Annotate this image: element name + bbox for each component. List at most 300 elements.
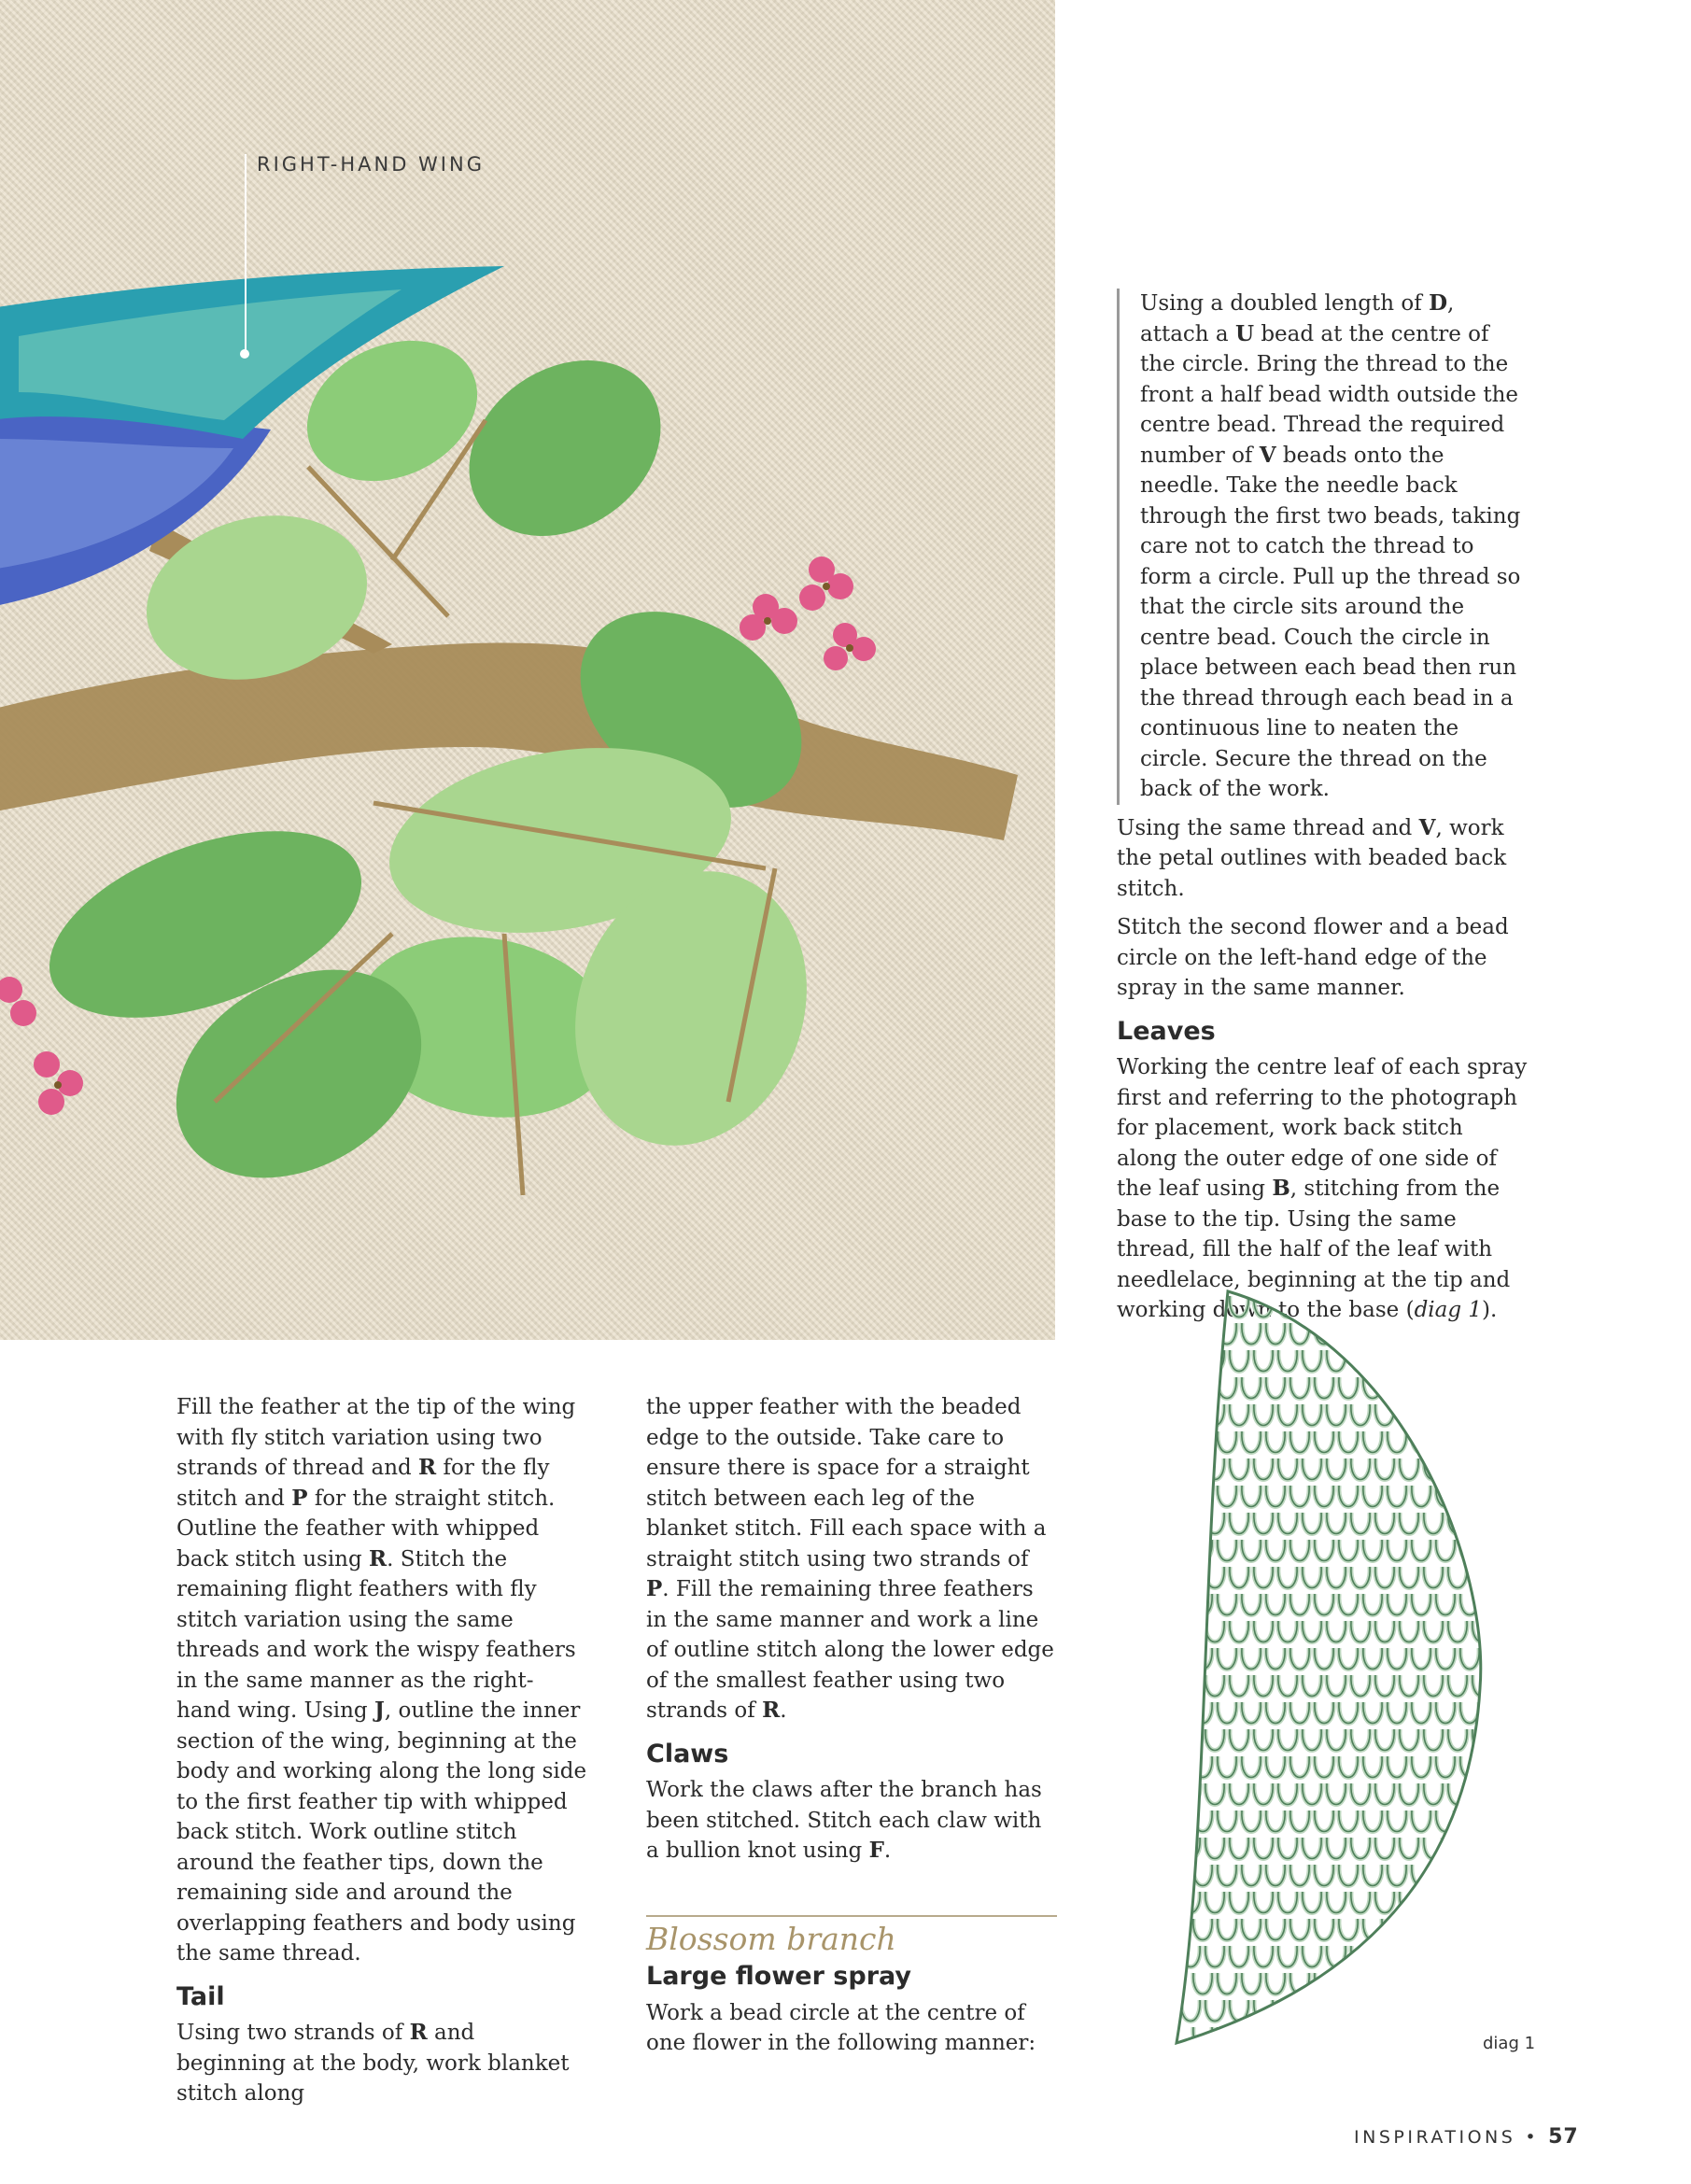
- diagram-loop: [1193, 1377, 1212, 1399]
- diagram-loop: [1218, 1811, 1236, 1832]
- diagram-loop: [1363, 1865, 1382, 1886]
- diagram-loop: [1436, 1919, 1455, 1940]
- left-text-column: [176, 1392, 587, 2118]
- diagram-loop: [1412, 1648, 1430, 1670]
- diagram-loop: [1339, 2027, 1358, 2049]
- diagram-loop: [1254, 1621, 1273, 1642]
- diagram-loop: [1412, 1377, 1430, 1399]
- diagram-loop: [1448, 1946, 1467, 1967]
- petal-outline-paragraph: Using the same thread and V, work the petal outlines with beaded back stitch.: [1117, 814, 1507, 901]
- diagram-loop: [1266, 1594, 1285, 1615]
- diagram-loop: [1278, 1892, 1297, 1913]
- diagram-loop: [1351, 1675, 1370, 1697]
- diagram-loop: [1412, 1973, 1430, 1994]
- diagram-loop: [1205, 1783, 1224, 1805]
- diagram-loop: [1388, 1919, 1406, 1940]
- diagram-loop: [1473, 1350, 1491, 1372]
- diagram-loop: [1448, 1567, 1467, 1588]
- diagram-loop: [1290, 1702, 1309, 1724]
- diagram-loop: [1315, 1973, 1333, 1994]
- diagram-loop: [1460, 1431, 1479, 1453]
- diagram-loop: [1218, 1865, 1236, 1886]
- diagram-loop: [1424, 1783, 1443, 1805]
- diagram-loop: [1290, 1756, 1309, 1778]
- diagram-loop: [1205, 2000, 1224, 2022]
- diagram-label: diag 1: [1483, 2034, 1536, 2053]
- diagram-loop: [1485, 1594, 1494, 1615]
- diagram-loop: [1254, 1838, 1273, 1859]
- diagram-loop: [1327, 1404, 1346, 1426]
- diagram-loop: [1460, 1323, 1479, 1345]
- diagram-loop: [1315, 1540, 1333, 1561]
- diagram-loop: [1436, 1756, 1455, 1778]
- diagram-loop: [1181, 1621, 1200, 1642]
- diagram-loop: [1363, 1323, 1382, 1345]
- diagram-loop: [1254, 1946, 1273, 1967]
- diagram-loop: [1375, 1946, 1394, 1967]
- diagram-loop: [1351, 2000, 1370, 2022]
- diagram-loop: [1339, 1973, 1358, 1994]
- diagram-loop: [1473, 1567, 1491, 1588]
- diagram-loop: [1193, 1431, 1212, 1453]
- diagram-loop: [1400, 1350, 1418, 1372]
- diagram-loop: [1278, 1783, 1297, 1805]
- diagram-loop: [1473, 1458, 1491, 1480]
- diagram-loop: [1218, 1973, 1236, 1994]
- diagram-loop: [1303, 1838, 1321, 1859]
- diagram-loop: [1473, 1946, 1491, 1967]
- diagram-loop: [1351, 1458, 1370, 1480]
- diagram-loop: [1448, 1458, 1467, 1480]
- diagram-loop: [1254, 1729, 1273, 1751]
- diagram-loop: [1388, 1865, 1406, 1886]
- photo-label: RIGHT-HAND WING: [257, 153, 485, 176]
- diagram-loop: [1242, 1973, 1261, 1994]
- diagram-loop: [1388, 1377, 1406, 1399]
- diagram-loop: [1230, 1838, 1248, 1859]
- diagram-loop: [1485, 1865, 1494, 1886]
- diagram-loop: [1193, 1377, 1212, 1399]
- diagram-loop: [1315, 1811, 1333, 1832]
- diagram-loop: [1375, 1729, 1394, 1751]
- diagram-loop: [1400, 1567, 1418, 1588]
- diagram-loop: [1400, 1296, 1418, 1317]
- diagram-loop: [1460, 1865, 1479, 1886]
- diagram-loop: [1400, 1729, 1418, 1751]
- diagram-loop: [1230, 1296, 1248, 1317]
- diagram-loop: [1424, 1404, 1443, 1426]
- diagram-loop: [1400, 1675, 1418, 1697]
- diagram-loop: [1242, 2027, 1261, 2049]
- diagram-loop: [1254, 1783, 1273, 1805]
- diagram-loop: [1388, 1594, 1406, 1615]
- diagram-loop: [1485, 1811, 1494, 1832]
- diagram-loop: [1388, 1323, 1406, 1345]
- diagram-loop: [1473, 1892, 1491, 1913]
- diagram-loop: [1193, 1431, 1212, 1453]
- diagram-loop: [1424, 1892, 1443, 1913]
- diagram-loop: [1351, 1296, 1370, 1317]
- diagram-loop: [1303, 1458, 1321, 1480]
- diagram-loop: [1460, 1811, 1479, 1832]
- diagram-loop: [1460, 1648, 1479, 1670]
- diagram-loop: [1181, 1567, 1200, 1588]
- diagram-loop: [1205, 1892, 1224, 1913]
- diagram-loop: [1339, 1702, 1358, 1724]
- diagram-loop: [1218, 1540, 1236, 1561]
- section-divider: [646, 1915, 1057, 1917]
- diagram-loop: [1218, 2027, 1236, 2049]
- diagram-loop: [1327, 1513, 1346, 1534]
- diagram-loop: [1193, 1323, 1212, 1345]
- diagram-loop: [1230, 1783, 1248, 1805]
- diagram-loop: [1412, 1811, 1430, 1832]
- diagram-loops: [1181, 1296, 1494, 2049]
- diagram-loop: [1436, 1648, 1455, 1670]
- diagram-loop: [1327, 1458, 1346, 1480]
- diagram-loop: [1388, 1377, 1406, 1399]
- heading-claws: Claws: [646, 1739, 729, 1768]
- diagram-loop: [1290, 1486, 1309, 1507]
- diagram-loop: [1218, 1702, 1236, 1724]
- diagram-loop: [1363, 1756, 1382, 1778]
- diagram-loop: [1205, 1296, 1224, 1317]
- diagram-loop: [1412, 1377, 1430, 1399]
- diagram-loop: [1400, 1404, 1418, 1426]
- diagram-loop: [1473, 1838, 1491, 1859]
- diagram-loop: [1181, 1946, 1200, 1967]
- diagram-loop: [1436, 1323, 1455, 1345]
- diagram-loop: [1193, 1648, 1212, 1670]
- diagram-loop: [1388, 1973, 1406, 1994]
- diagram-loop: [1363, 1431, 1382, 1453]
- diagram-loop: [1424, 1513, 1443, 1534]
- diagram-loop: [1339, 1756, 1358, 1778]
- diagram-loop: [1473, 2000, 1491, 2022]
- bead-circle-instructions: [1117, 289, 1528, 805]
- diagram-loop: [1485, 1919, 1494, 1940]
- diagram-loop: [1485, 1919, 1494, 1940]
- diagram-loop: [1424, 2000, 1443, 2022]
- diagram-loop: [1278, 1946, 1297, 1967]
- diagram-loop: [1436, 1973, 1455, 1994]
- diagram-loop: [1388, 2027, 1406, 2049]
- diagram-loop: [1254, 1892, 1273, 1913]
- diagram-loop: [1485, 1594, 1494, 1615]
- diagram-loop: [1485, 1973, 1494, 1994]
- diagram-loop: [1375, 1621, 1394, 1642]
- diagram-loop: [1266, 1756, 1285, 1778]
- embroidery-illustration: [0, 0, 1055, 1340]
- diagram-loop: [1485, 1973, 1494, 1994]
- diagram-loop: [1327, 1296, 1346, 1317]
- diagram-loop: [1266, 1431, 1285, 1453]
- diagram-loop: [1339, 1377, 1358, 1399]
- diagram-loop: [1266, 2027, 1285, 2049]
- diagram-loop: [1254, 1404, 1273, 1426]
- diagram-loop: [1460, 1973, 1479, 1994]
- diagram-loop: [1315, 2027, 1333, 2049]
- diagram-loop: [1436, 1919, 1455, 1940]
- diagram-loop: [1290, 2027, 1309, 2049]
- diagram-loop: [1473, 1404, 1491, 1426]
- footer-separator: •: [1525, 2127, 1540, 2148]
- diagram-loop: [1327, 1296, 1346, 1317]
- diagram-loop: [1375, 1675, 1394, 1697]
- diagram-loop: [1351, 1838, 1370, 1859]
- diagram-loop: [1193, 1811, 1212, 1832]
- diagram-loop: [1460, 2027, 1479, 2049]
- diagram-loop: [1218, 2027, 1236, 2049]
- diagram-loop: [1181, 1783, 1200, 1805]
- diagram-loop: [1339, 1540, 1358, 1561]
- diagram-loop: [1339, 1919, 1358, 1940]
- diagram-loop: [1315, 1377, 1333, 1399]
- needlelace-diagram: [1172, 1287, 1494, 2049]
- diagram-loop: [1473, 1513, 1491, 1534]
- diagram-loop: [1205, 1404, 1224, 1426]
- diagram-loop: [1485, 1648, 1494, 1670]
- diagram-loop: [1412, 2027, 1430, 2049]
- diagram-loop: [1242, 1377, 1261, 1399]
- diagram-loop: [1460, 1431, 1479, 1453]
- diagram-loop: [1205, 1946, 1224, 1967]
- diagram-loop: [1181, 2000, 1200, 2022]
- diagram-loop: [1412, 1919, 1430, 1940]
- tail-continued-paragraph: the upper feather with the beaded edge to the outside. Take care to ensure there is space for a straight stitch between each leg of the blanket stitch. Fill each space with a straight stitch using two strands of P. Fill the remaining three feathers in the same manner and work a line of outline stitch along the lower edge of the smallest feather using two strands of R.: [646, 1395, 1054, 1723]
- diagram-loop: [1485, 1431, 1494, 1453]
- label-leader-dot: [240, 349, 249, 359]
- diagram-loop: [1473, 2000, 1491, 2022]
- diagram-loop: [1351, 1892, 1370, 1913]
- diagram-loop: [1424, 1404, 1443, 1426]
- diagram-loop: [1303, 2000, 1321, 2022]
- diagram-loop: [1315, 1648, 1333, 1670]
- diagram-loop: [1181, 1350, 1200, 1372]
- diagram-loop: [1339, 1811, 1358, 1832]
- diagram-loop: [1315, 1486, 1333, 1507]
- leaves-paragraph: Working the centre leaf of each spray first and referring to the photograph for placement, work back stitch along the outer edge of one side of the leaf using B, stitching from the base to the tip. Using the same thread, fill the half of the leaf with needlelace, beginning at the tip and working down to the base (diag 1).: [1117, 1055, 1528, 1322]
- diagram-loop: [1205, 1838, 1224, 1859]
- diagram-loop: [1400, 2000, 1418, 2022]
- diagram-loop: [1290, 1431, 1309, 1453]
- diagram-loop: [1181, 1404, 1200, 1426]
- diagram-loop: [1375, 1404, 1394, 1426]
- diagram-loop: [1388, 1811, 1406, 1832]
- diagram-loop: [1242, 1323, 1261, 1345]
- diagram-loop: [1388, 2027, 1406, 2049]
- diagram-loop: [1351, 1621, 1370, 1642]
- diagram-loop: [1303, 1892, 1321, 1913]
- diagram-loop: [1448, 1350, 1467, 1372]
- diagram-loop: [1351, 1296, 1370, 1317]
- diagram-loop: [1448, 2000, 1467, 2022]
- diagram-loop: [1388, 1702, 1406, 1724]
- diagram-loop: [1363, 1594, 1382, 1615]
- spray-paragraph: Work a bead circle at the centre of one flower in the following manner:: [646, 2000, 1036, 2055]
- diagram-loop: [1412, 1486, 1430, 1507]
- diagram-loop: [1339, 1486, 1358, 1507]
- embroidery-photo: [0, 0, 1055, 1340]
- diagram-loop: [1242, 1865, 1261, 1886]
- diagram-loop: [1230, 1729, 1248, 1751]
- diagram-loop: [1230, 1513, 1248, 1534]
- diagram-loop: [1400, 1783, 1418, 1805]
- diagram-loop: [1485, 1702, 1494, 1724]
- diagram-loop: [1303, 2000, 1321, 2022]
- diagram-loop: [1327, 1783, 1346, 1805]
- diagram-loop: [1266, 1377, 1285, 1399]
- diagram-loop: [1254, 1458, 1273, 1480]
- diagram-loop: [1205, 1675, 1224, 1697]
- diagram-loop: [1375, 1458, 1394, 1480]
- diagram-loop: [1400, 1350, 1418, 1372]
- diagram-loop: [1375, 1350, 1394, 1372]
- diagram-loop: [1242, 1431, 1261, 1453]
- diagram-loop: [1485, 1377, 1494, 1399]
- diagram-loop: [1290, 1865, 1309, 1886]
- diagram-loop: [1436, 2027, 1455, 2049]
- diagram-loop: [1290, 1811, 1309, 1832]
- diagram-loop: [1230, 1946, 1248, 1967]
- diagram-loop: [1436, 1865, 1455, 1886]
- diagram-loop: [1278, 1350, 1297, 1372]
- diagram-loop: [1400, 1621, 1418, 1642]
- diagram-loop: [1363, 1973, 1382, 1994]
- diagram-loop: [1375, 2000, 1394, 2022]
- diagram-loop: [1303, 1783, 1321, 1805]
- diagram-loop: [1448, 1838, 1467, 1859]
- diagram-loop: [1351, 1513, 1370, 1534]
- diagram-loop: [1242, 1756, 1261, 1778]
- diagram-loop: [1424, 1350, 1443, 1372]
- diagram-loop: [1388, 1648, 1406, 1670]
- diagram-loop: [1218, 1648, 1236, 1670]
- diagram-loop: [1193, 1486, 1212, 1507]
- right-column: [1117, 289, 1528, 1334]
- diagram-loop: [1400, 1458, 1418, 1480]
- diagram-loop: [1400, 1513, 1418, 1534]
- diagram-loop: [1278, 1729, 1297, 1751]
- diagram-loop: [1412, 1973, 1430, 1994]
- footer-section-name: INSPIRATIONS: [1354, 2127, 1516, 2148]
- diagram-loop: [1436, 1540, 1455, 1561]
- diagram-loop: [1424, 1350, 1443, 1372]
- diagram-loop: [1448, 1458, 1467, 1480]
- diagram-loop: [1351, 2000, 1370, 2022]
- diagram-loop: [1412, 1323, 1430, 1345]
- diagram-loop: [1193, 1486, 1212, 1507]
- diagram-loop: [1181, 1675, 1200, 1697]
- diagram-loop: [1181, 1296, 1200, 1317]
- diagram-loop: [1339, 1865, 1358, 1886]
- diagram-loop: [1315, 1919, 1333, 1940]
- diagram-loop: [1351, 1783, 1370, 1805]
- diagram-loop: [1242, 1594, 1261, 1615]
- diagram-loop: [1181, 1513, 1200, 1534]
- diagram-loop: [1375, 1892, 1394, 1913]
- diagram-loop: [1375, 1946, 1394, 1967]
- diagram-loop: [1363, 2027, 1382, 2049]
- diagram-loop: [1436, 1973, 1455, 1994]
- claws-paragraph: Work the claws after the branch has been stitched. Stitch each claw with a bullion knot using F.: [646, 1778, 1042, 1863]
- diagram-loop: [1363, 1648, 1382, 1670]
- diagram-loop: [1485, 1865, 1494, 1886]
- diagram-loop: [1339, 1648, 1358, 1670]
- diagram-loop: [1339, 1973, 1358, 1994]
- diagram-loop: [1460, 1486, 1479, 1507]
- diagram-loop: [1242, 1919, 1261, 1940]
- diagram-loop: [1448, 1946, 1467, 1967]
- diagram-loop: [1448, 1675, 1467, 1697]
- diagram-loop: [1436, 1865, 1455, 1886]
- diagram-loop: [1460, 1377, 1479, 1399]
- diagram-loop: [1315, 1431, 1333, 1453]
- diagram-loop: [1424, 1675, 1443, 1697]
- diagram-loop: [1460, 1973, 1479, 1994]
- diagram-loop: [1473, 1350, 1491, 1372]
- diagram-loop: [1339, 1323, 1358, 1345]
- diagram-loop: [1290, 1540, 1309, 1561]
- diagram-loop: [1460, 1486, 1479, 1507]
- diagram-loop: [1230, 1621, 1248, 1642]
- diagram-loop: [1485, 1540, 1494, 1561]
- diagram-loop: [1327, 1838, 1346, 1859]
- diagram-loop: [1266, 1323, 1285, 1345]
- diagram-loop: [1448, 1892, 1467, 1913]
- diagram-loop: [1278, 1621, 1297, 1642]
- diagram-loop: [1424, 1621, 1443, 1642]
- diagram-loop: [1181, 1350, 1200, 1372]
- diagram-loop: [1266, 2027, 1285, 2049]
- diagram-loop: [1485, 1323, 1494, 1345]
- diagram-loop: [1303, 1513, 1321, 1534]
- diagram-loop: [1485, 1377, 1494, 1399]
- diagram-loop: [1412, 1323, 1430, 1345]
- diagram-loop: [1485, 1702, 1494, 1724]
- diagram-loop: [1278, 1404, 1297, 1426]
- diagram-loop: [1303, 1621, 1321, 1642]
- diagram-loop: [1181, 1675, 1200, 1697]
- diagram-loop: [1278, 1513, 1297, 1534]
- diagram-loop: [1473, 1404, 1491, 1426]
- diagram-loop: [1230, 1350, 1248, 1372]
- diagram-loop: [1363, 1702, 1382, 1724]
- diagram-loop: [1448, 1892, 1467, 1913]
- diagram-loop: [1424, 2000, 1443, 2022]
- diagram-loop: [1424, 1567, 1443, 1588]
- diagram-loop: [1327, 2000, 1346, 2022]
- diagram-loop: [1242, 1811, 1261, 1832]
- diagram-loop: [1363, 1540, 1382, 1561]
- diagram-loop: [1327, 2000, 1346, 2022]
- diagram-loop: [1424, 1892, 1443, 1913]
- diagram-loop: [1339, 1323, 1358, 1345]
- diagram-loop: [1436, 1323, 1455, 1345]
- diagram-loop: [1448, 1838, 1467, 1859]
- diagram-loop: [1448, 1404, 1467, 1426]
- diagram-loop: [1218, 1431, 1236, 1453]
- diagram-loop: [1327, 1675, 1346, 1697]
- diagram-loop: [1400, 2000, 1418, 2022]
- diagram-loop: [1303, 1946, 1321, 1967]
- diagram-loop: [1485, 1756, 1494, 1778]
- diagram-loop: [1315, 1594, 1333, 1615]
- diagram-loop: [1473, 1458, 1491, 1480]
- diagram-loop: [1181, 1892, 1200, 1913]
- diagram-loop: [1242, 1702, 1261, 1724]
- diagram-loop: [1400, 1296, 1418, 1317]
